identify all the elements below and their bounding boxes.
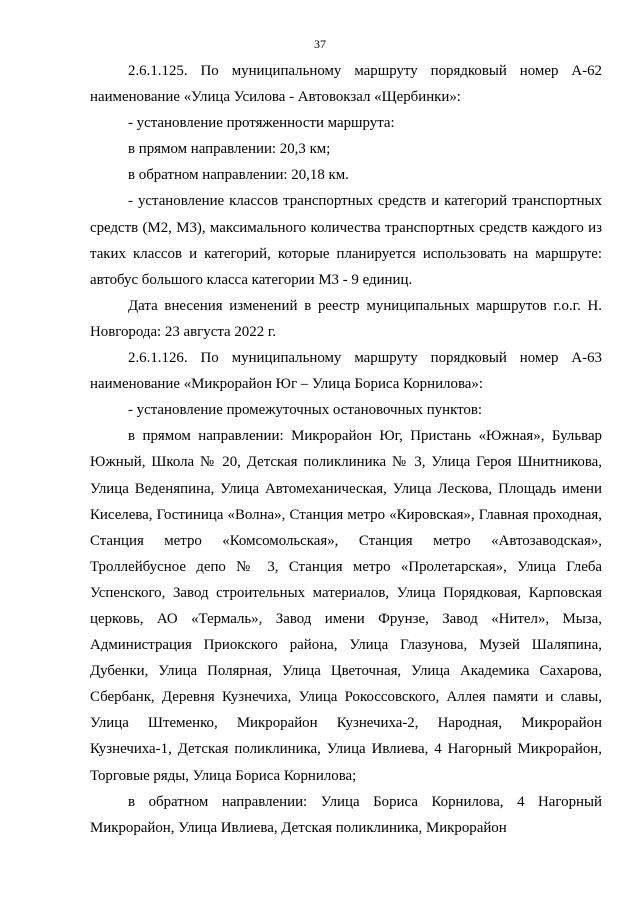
page-number: 37 bbox=[314, 37, 326, 51]
paragraph-forward-stops: в прямом направлении: Микрорайон Юг, Пристань «Южная», Бульвар Южный, Школа № 20, Детская поликлиника № 3, Улица Героя Шнитникова, Улица Веденяпина, Улица Автомеханическая, Улица Лескова, Площадь имени Киселева, Гостиница «Волна», Станция метро «Кировская», Главная проходная, Станция метро «Комсомольская», Станция метро «Автозаводская», Троллейбусное депо № 3, Станция метро «Пролетарская», Улица Глеба Успенского, Завод строительных материалов, Улица Порядковая, Карповская церковь, АО «Термаль», Завод имени Фрунзе, Завод «Нител», Мыза, Администрация Приокского района, Улица Глазунова, Музей Шаляпина, Дубенки, Улица Полярная, Улица Цветочная, Улица Академика Сахарова, Сбербанк, Деревня Кузнечиха, Улица Рокоссовского, Аллея памяти и славы, Улица Штеменко, Микрорайон Кузнечиха-2, Народная, Микрорайон Кузнечиха-1, Детская поликлиника, Улица Ивлиева, 4 Нагорный Микрорайон, Торговые ряды, Улица Бориса Корнилова; bbox=[90, 428, 602, 784]
paragraph-reverse-stops: в обратном направлении: Улица Бориса Корнилова, 4 Нагорный Микрорайон, Улица Ивлиева, Детская поликлиника, Микрорайон bbox=[90, 793, 602, 836]
document-body bbox=[90, 58, 602, 841]
paragraph-registry-date: Дата внесения изменений в реестр муниципальных маршрутов г.о.г. Н. Новгорода: 23 августа 2022 г. bbox=[90, 297, 602, 340]
paragraph-route-a63-header: 2.6.1.126. По муниципальному маршруту порядковый номер А-63 наименование «Микрорайон Юг – Улица Бориса Корнилова»: bbox=[90, 350, 602, 393]
paragraph-stops-setting: - установление промежуточных остановочных пунктов: bbox=[128, 402, 483, 419]
paragraph-route-a62-header: 2.6.1.125. По муниципальному маршруту порядковый номер А-62 наименование «Улица Усилова - Автовокзал «Щербинки»: bbox=[90, 63, 602, 106]
paragraph-length-setting: - установление протяженности маршрута: bbox=[128, 115, 395, 132]
paragraph-reverse-length: в обратном направлении: 20,18 км. bbox=[128, 167, 349, 184]
paragraph-vehicle-classes: - установление классов транспортных средств и категорий транспортных средств (М2, М3), максимального количества транспортных средств каждого из таких классов и категорий, которые планируется использовать на маршруте: автобус большого класса категории М3 - 9 единиц. bbox=[90, 193, 602, 288]
paragraph-forward-length: в прямом направлении: 20,3 км; bbox=[128, 141, 331, 158]
